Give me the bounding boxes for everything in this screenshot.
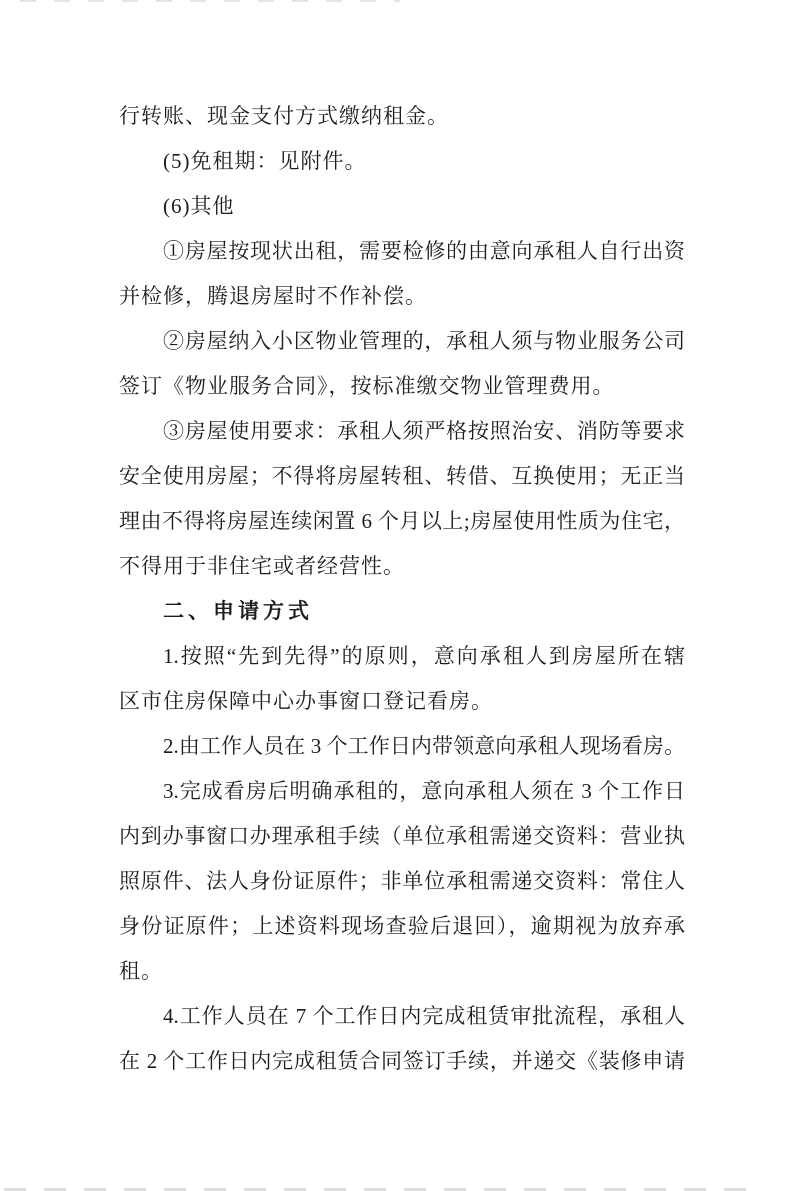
document-line: 理由不得将房屋连续闲置 6 个月以上;房屋使用性质为住宅， [119,509,685,533]
document-line: 签订《物业服务合同》，按标准缴交物业管理费用。 [119,374,615,398]
document-line: ③房屋使用要求：承租人须严格按照治安、消防等要求 [163,419,685,443]
document-line: (6)其他 [163,194,235,218]
clipped-text-remnant-top [20,0,400,2]
document-line: 2.由工作人员在 3 个工作日内带领意向承租人现场看房。 [163,734,685,758]
document-line: 4.工作人员在 7 个工作日内完成租赁审批流程，承租人 [163,1004,685,1028]
document-line: 内到办事窗口办理承租手续（单位承租需递交资料：营业执 [119,824,685,848]
document-line: 3.完成看房后明确承租的，意向承租人须在 3 个工作日 [163,779,685,803]
section-heading: 二、申请方式 [163,600,313,623]
document-line: 租。 [119,959,163,983]
document-line: ②房屋纳入小区物业管理的，承租人须与物业服务公司 [163,329,685,353]
document-line: 照原件、法人身份证原件；非单位承租需递交资料：常住人 [119,869,685,893]
document-line: 不得用于非住宅或者经营性。 [119,554,405,578]
document-line: 区市住房保障中心办事窗口登记看房。 [119,689,493,713]
document-line: ①房屋按现状出租，需要检修的由意向承租人自行出资 [163,239,685,263]
document-line: 安全使用房屋；不得将房屋转租、转借、互换使用；无正当 [119,464,685,488]
document-line: 1.按照“先到先得”的原则，意向承租人到房屋所在辖 [163,644,685,668]
document-line: (5)免租期：见附件。 [163,149,367,173]
document-line: 并检修，腾退房屋时不作补偿。 [119,284,427,308]
document-content [119,94,685,1084]
document-line: 身份证原件；上述资料现场查验后退回），逾期视为放弃承 [119,914,685,938]
document-line: 在 2 个工作日内完成租赁合同签订手续，并递交《装修申请 [119,1049,685,1073]
document-line: 行转账、现金支付方式缴纳租金。 [119,104,449,128]
